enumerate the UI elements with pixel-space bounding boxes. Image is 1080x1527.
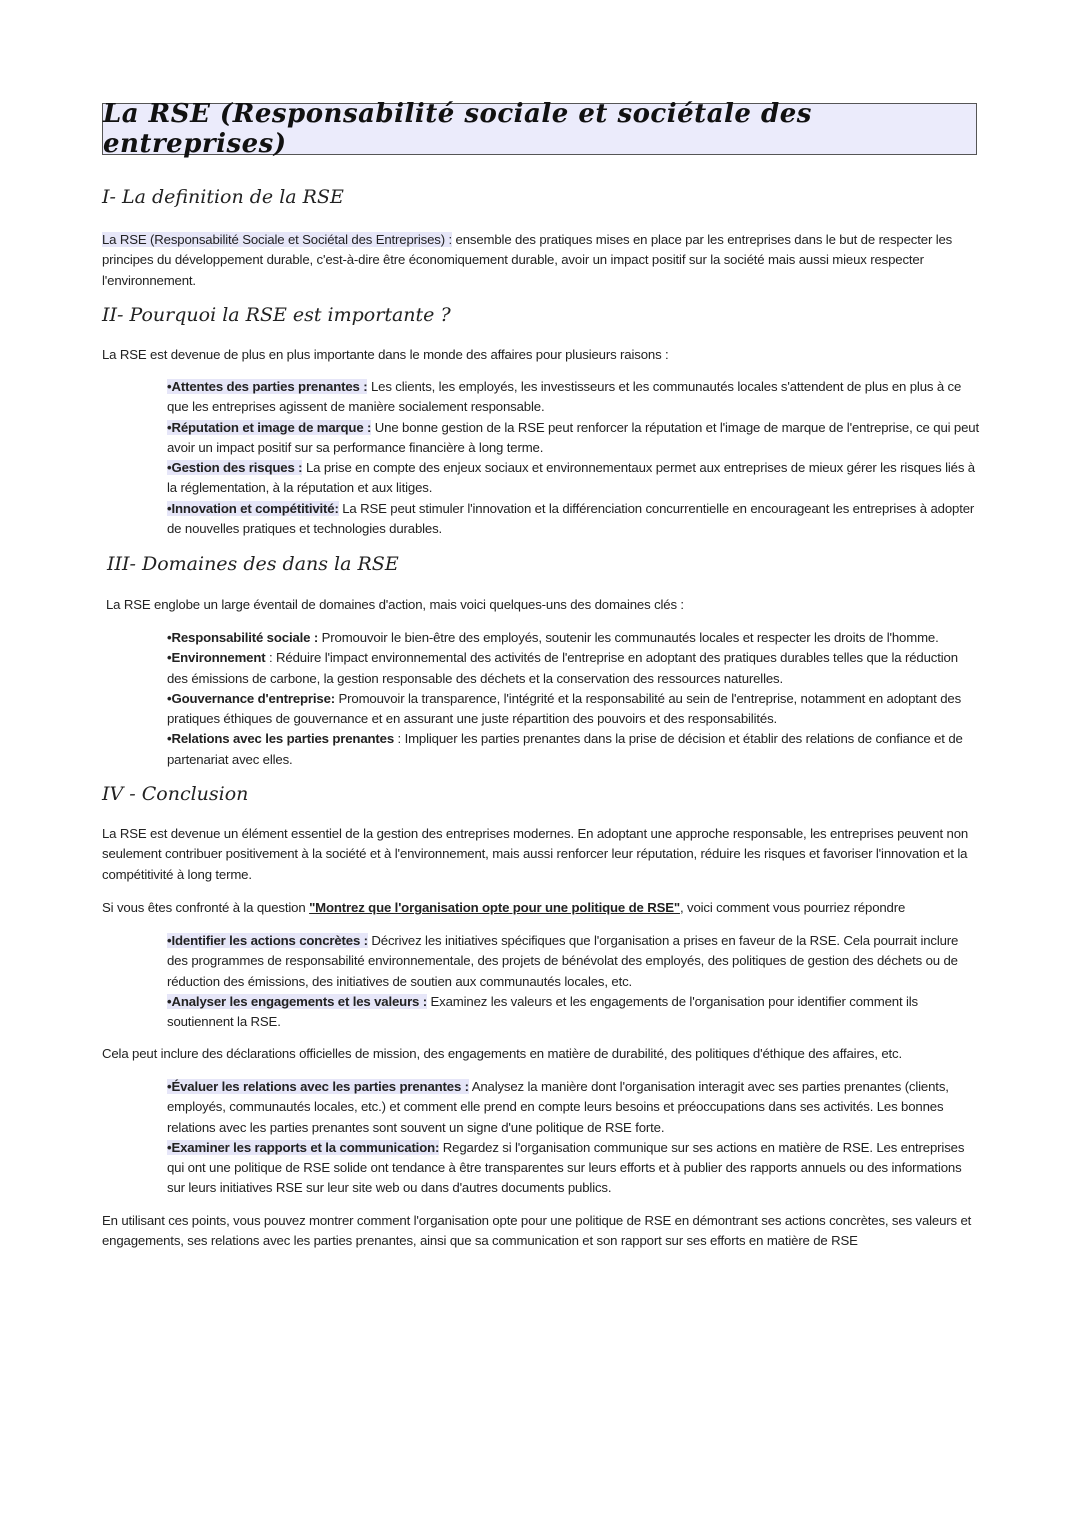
item-text: Décrivez les initiatives spécifiques que l'organisation a prises en faveur de la RSE. Cela pourrait inclure des programmes de responsabilité environnementale, des projets de bénévolat des employés, des politiques de gestion des déchets ou de réduction des émissions, des initiatives de soutien aux communautés locales, etc.: [167, 933, 959, 989]
domains-list: [167, 628, 979, 770]
list-item: [167, 418, 979, 459]
item-label: •Identifier les actions concrètes :: [167, 933, 368, 948]
list-item: [167, 628, 979, 648]
item-text: Regardez si l'organisation communique sur ses actions en matière de RSE. Les entreprises qui ont une politique de RSE solide ont tendance à être transparentes sur leurs efforts et à publier des rapports annuels ou des informations sur leurs initiatives RSE sur leur site web ou dans d'autres documents publics.: [167, 1139, 965, 1196]
definition-paragraph: [102, 230, 978, 291]
list-item: [167, 648, 979, 689]
heading-definition: I- La definition de la RSE: [102, 186, 344, 208]
page-title: La RSE (Responsabilité sociale et sociétale des entreprises): [103, 99, 812, 159]
list-item: [167, 931, 979, 992]
item-text: Examinez les valeurs et les engagements de l'organisation pour identifier comment ils soutiennent la RSE.: [167, 993, 919, 1030]
list-item: [167, 377, 979, 418]
item-label: •Gouvernance d'entreprise:: [167, 690, 336, 706]
item-text: Analysez la manière dont l'organisation interagit avec ses parties prenantes (clients, employés, communautés locales, etc.) et comment elle prend en compte leurs besoins et préoccupations dans ses activités. Les bonnes relations avec les parties prenantes sont souvent un signe d'une politique de RSE forte.: [167, 1079, 949, 1135]
heading-importance: II- Pourquoi la RSE est importante ?: [102, 304, 451, 326]
item-label: •Évaluer les relations avec les parties prenantes :: [167, 1079, 469, 1094]
item-label: •Gestion des risques :: [167, 460, 303, 476]
item-text: Promouvoir la transparence, l'intégrité et la responsabilité au sein de l'entreprise, notamment en adoptant des pratiques éthiques de gouvernance et en assurant une juste répartition des pouvoirs et des responsabilités.: [167, 690, 962, 727]
list-item: [167, 458, 979, 499]
importance-intro: La RSE est devenue de plus en plus importante dans le monde des affaires pour plusieurs raisons :: [102, 347, 669, 362]
definition-text: ensemble des pratiques mises en place par les entreprises dans le but de respecter les principes du développement durable, c'est-à-dire être économiquement durable, avoir un impact positif sur la société mais aussi mieux respecter l'environnement.: [102, 232, 953, 288]
list-item: [167, 689, 979, 730]
item-label: •Relations avec les parties prenantes: [167, 731, 395, 747]
question-pre: Si vous êtes confronté à la question: [102, 900, 310, 915]
heading-domains: III- Domaines des dans la RSE: [107, 553, 399, 575]
question-quote: "Montrez que l'organisation opte pour une politique de RSE": [309, 900, 680, 915]
item-text: Les clients, les employés, les investisseurs et les communautés locales s'attendent de plus en plus à ce que les entreprises agissent de manière socialement responsable.: [167, 379, 962, 415]
item-label: •Analyser les engagements et les valeurs :: [167, 993, 427, 1009]
item-label: •Examiner les rapports et la communication:: [167, 1139, 440, 1155]
answer-list-2: [167, 1077, 979, 1199]
item-text: La prise en compte des enjeux sociaux et environnementaux permet aux entreprises de mieux gérer les risques liés à la réglementation, à la réputation et aux litiges.: [167, 460, 975, 496]
list-item: [167, 992, 979, 1033]
answer-list-1: [167, 931, 979, 1032]
item-label: •Responsabilité sociale :: [167, 630, 319, 645]
item-label: •Réputation et image de marque :: [167, 419, 372, 435]
item-text: : Impliquer les parties prenantes dans la prise de décision et établir des relations de confiance et de partenariat avec elles.: [167, 731, 963, 767]
conclusion-paragraph: La RSE est devenue un élément essentiel de la gestion des entreprises modernes. En adoptant une approche responsable, les entreprises peuvent non seulement contribuer positivement à la société et à l'environnement, mais aussi renforcer leur réputation, réduire les risques et favoriser l'innovation et la compétitivité à long terme.: [102, 826, 969, 882]
heading-conclusion: IV - Conclusion: [102, 783, 249, 805]
list-item: [167, 499, 979, 540]
list-item: [167, 1077, 979, 1138]
definition-term: La RSE (Responsabilité Sociale et Sociétal des Entreprises) :: [102, 232, 453, 247]
list-item: [167, 729, 979, 770]
domains-intro: La RSE englobe un large éventail de domaines d'action, mais voici quelques-uns des domaines clés :: [106, 597, 684, 612]
question-paragraph: [102, 898, 978, 918]
inclusion-paragraph: Cela peut inclure des déclarations officielles de mission, des engagements en matière de durabilité, des politiques d'éthique des affaires, etc.: [102, 1046, 903, 1061]
item-label: •Attentes des parties prenantes :: [167, 379, 368, 394]
item-text: La RSE peut stimuler l'innovation et la différenciation concurrentielle en encourageant les entreprises à adopter de nouvelles pratiques et technologies durables.: [167, 500, 975, 537]
question-post: , voici comment vous pourriez répondre: [679, 900, 906, 915]
item-label: •Environnement: [167, 650, 266, 666]
item-text: Promouvoir le bien-être des employés, soutenir les communautés locales et respecter les droits de l'homme.: [318, 630, 939, 645]
final-paragraph: En utilisant ces points, vous pouvez montrer comment l'organisation opte pour une politique de RSE en démontrant ses actions concrètes, ses valeurs et engagements, ses relations avec les parties prenantes, ainsi que sa communication et son rapport sur ses efforts en matière de RSE: [102, 1213, 972, 1249]
item-label: •Innovation et compétitivité:: [167, 500, 339, 516]
list-item: [167, 1138, 979, 1199]
title-box: [102, 99, 977, 159]
item-text: : Réduire l'impact environnemental des activités de l'entreprise en adoptant des pratiques durables telles que la réduction des émissions de carbone, la gestion responsable des déchets et la conservation des ressources naturelles.: [167, 650, 958, 686]
importance-list: [167, 377, 979, 539]
item-text: Une bonne gestion de la RSE peut renforcer la réputation et l'image de marque de l'entreprise, ce qui peut avoir un impact positif sur sa performance financière à long terme.: [167, 419, 979, 455]
